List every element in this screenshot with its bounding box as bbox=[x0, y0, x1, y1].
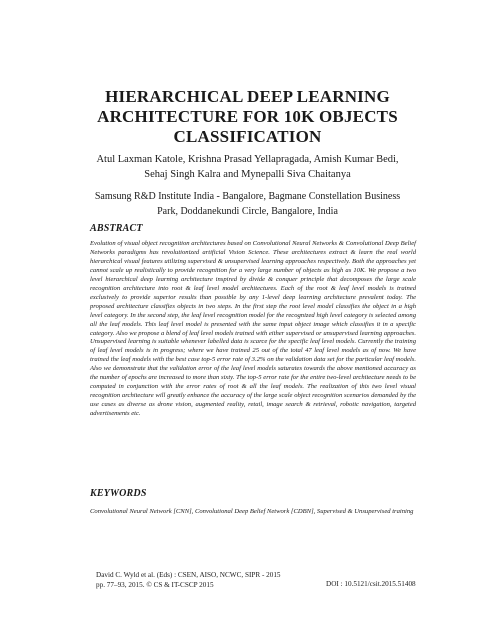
title-line-1: HIERARCHICAL DEEP LEARNING bbox=[105, 87, 390, 106]
abstract-text: Evolution of visual object recognition architectures based on Convolutional Neural Networks & Convolutional Deep Belief Networks paradigms has revolutionized artificial Vision Science. These architectures extract & learn the real world hierarchical visual features utilizing supervised & unsupervised learning approaches respectively. Both the approaches yet cannot scale up realistically to provide recognition for a very large number of objects as high as 10K. We propose a two level hierarchical deep learning architecture inspired by divide & conquer principle that decomposes the large scale recognition architecture into root & leaf level model architectures. Each of the root & leaf level models is trained exclusively to provide superior results than possible by any 1-level deep learning architecture prevalent today. The proposed architecture classifies objects in two steps. In the first step the root level model classifies the object in a high level category. In the second step, the leaf level recognition model for the recognized high level category is selected among all the leaf models. This leaf level model is presented with the same input object image which classifies it in a specific category. Also we propose a blend of leaf level models trained with either supervised or unsupervised learning approaches. Unsupervised learning is suitable whenever labelled data is scarce for the specific leaf level models. Currently the training of leaf level models is in progress; where we have trained 25 out of the total 47 leaf level models as of now. We have trained the leaf models with the best case top-5 error rate of 3.2% on the validation data set for the particular leaf models. Also we demonstrate that the validation error of the leaf level models saturates towards the above mentioned accuracy as the number of epochs are increased to more than sixty. The top-5 error rate for the entire two-level architecture needs to be computed in conjunction with the error rates of root & all the leaf models. The realization of this two level visual recognition architecture will greatly enhance the accuracy of the large scale object recognition scenarios demanded by the use cases as diverse as drone vision, augmented reality, retail, image search & retrieval, robotic navigation, targeted advertisements etc. bbox=[90, 240, 416, 418]
footer-line-1: David C. Wyld et al. (Eds) : CSEN, AISO, NCWC, SIPR - 2015 bbox=[96, 571, 281, 579]
affiliation bbox=[60, 190, 435, 219]
authors-line-2: Sehaj Singh Kalra and Mynepalli Siva Chaitanya bbox=[144, 169, 351, 180]
affiliation-line-2: Park, Doddanekundi Circle, Bangalore, India bbox=[157, 205, 338, 217]
doi-footer: DOI : 10.5121/csit.2015.51408 bbox=[326, 580, 416, 588]
abstract-heading: ABSTRACT bbox=[90, 223, 143, 234]
footer-line-2: pp. 77–93, 2015. © CS & IT-CSCP 2015 bbox=[96, 580, 214, 589]
title-line-2: ARCHITECTURE FOR 10K OBJECTS bbox=[97, 107, 398, 126]
citation-footer bbox=[96, 571, 281, 590]
title-line-3: CLASSIFICATION bbox=[173, 127, 322, 146]
authors-line-1: Atul Laxman Katole, Krishna Prasad Yellapragada, Amish Kumar Bedi, bbox=[96, 154, 399, 165]
keywords-heading: KEYWORDS bbox=[90, 488, 147, 499]
paper-title bbox=[60, 87, 435, 147]
keywords-text: Convolutional Neural Network [CNN], Convolutional Deep Belief Network [CDBN], Supervised & Unsupervised training bbox=[90, 508, 414, 515]
affiliation-line-1: Samsung R&D Institute India - Bangalore, Bagmane Constellation Business bbox=[94, 191, 401, 202]
author-list bbox=[60, 152, 435, 182]
